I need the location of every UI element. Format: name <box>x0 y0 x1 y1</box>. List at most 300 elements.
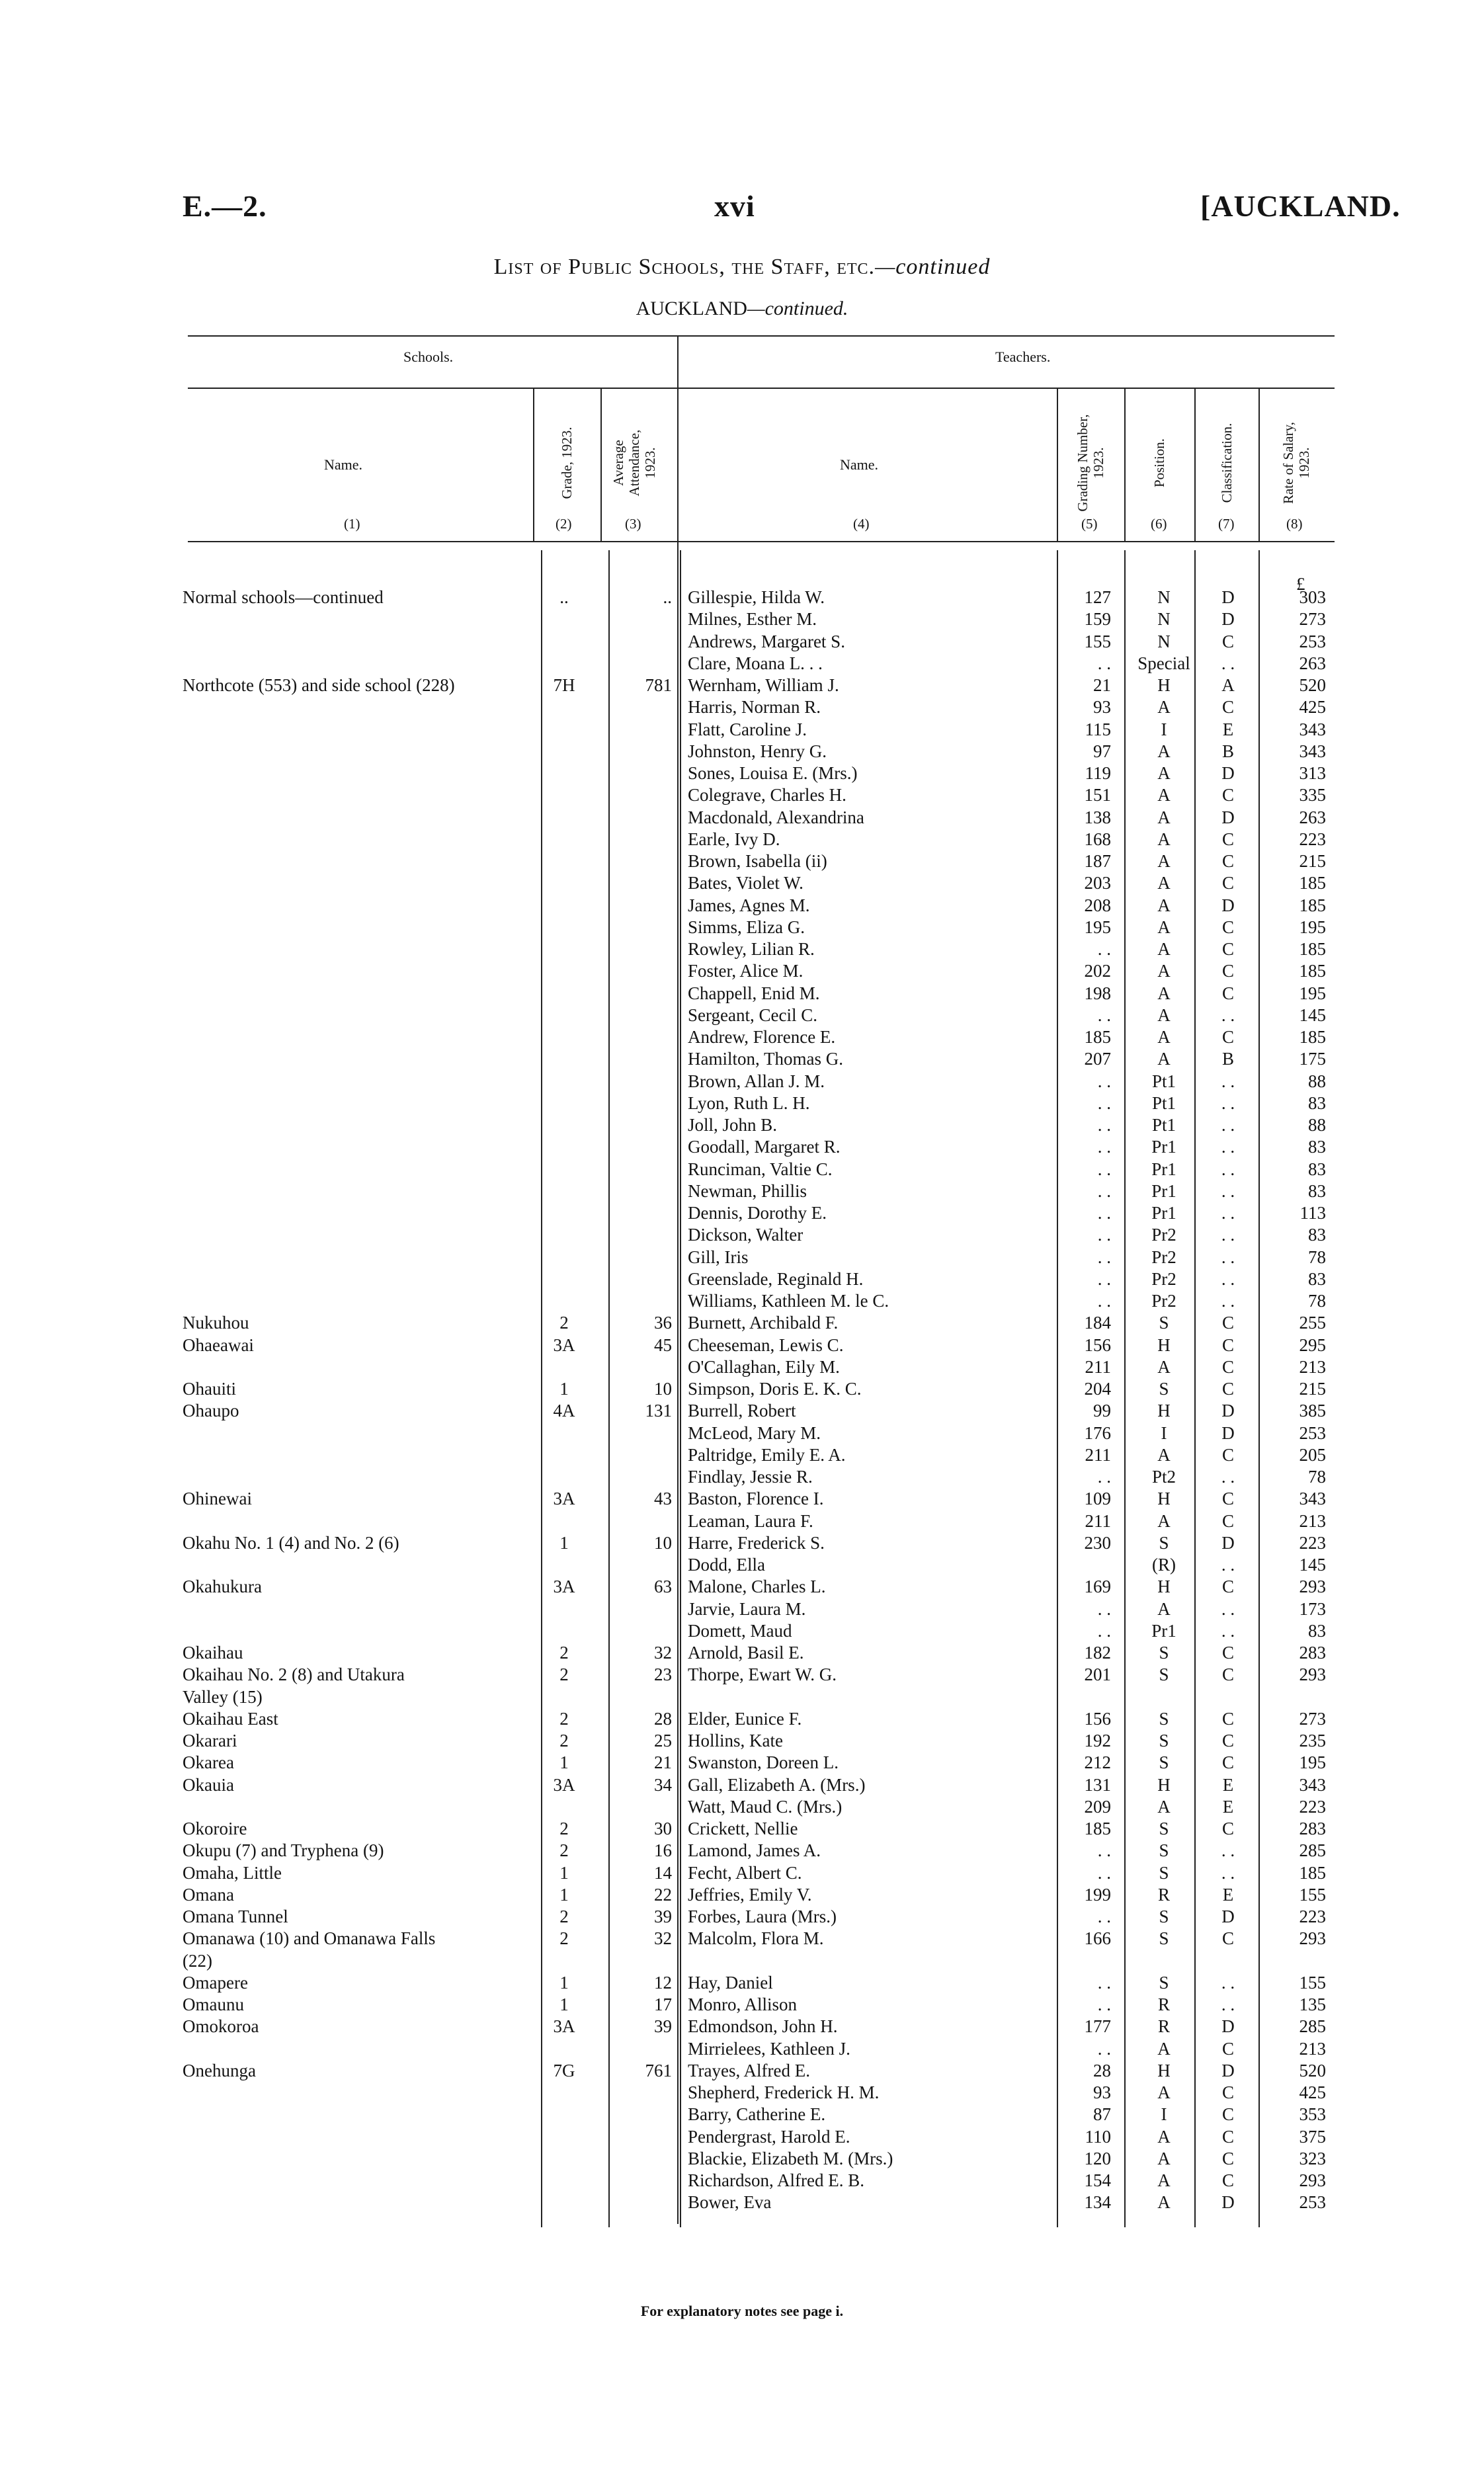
attendance-cell: 23 <box>654 1665 672 1685</box>
attendance-cell: 30 <box>654 1819 672 1838</box>
teacher-name-cell: Richardson, Alfred E. B. <box>688 2170 864 2190</box>
teacher-name-cell: Greenslade, Reginald H. <box>688 1268 864 1289</box>
position-cell: S <box>1159 1752 1169 1773</box>
classification-cell: C <box>1221 2170 1234 2190</box>
position-cell: Pr2 <box>1151 1268 1176 1289</box>
position-cell: Pt1 <box>1151 1092 1176 1113</box>
school-cell: Okarea <box>183 1752 234 1773</box>
teacher-name-cell: Andrews, Margaret S. <box>688 631 845 651</box>
classification-cell: C <box>1221 2126 1234 2147</box>
table-row <box>0 762 1484 784</box>
grading-cell: 127 <box>1084 587 1111 607</box>
grading-cell: 203 <box>1084 873 1111 893</box>
grading-cell: 134 <box>1084 2192 1111 2213</box>
position-cell: H <box>1157 1774 1171 1795</box>
salary-cell: 78 <box>1308 1467 1326 1487</box>
classification-cell: D <box>1221 2060 1235 2080</box>
salary-cell: 313 <box>1299 763 1326 783</box>
school-cell: Onehunga <box>183 2060 256 2080</box>
teacher-name-cell: Domett, Maud <box>688 1620 792 1641</box>
grade-cell: 3A <box>553 2016 575 2037</box>
teacher-name-cell: Bates, Violet W. <box>688 873 804 893</box>
teacher-name-cell: Findlay, Jessie R. <box>688 1467 813 1487</box>
classification-cell: C <box>1221 1819 1234 1838</box>
rule-header <box>188 541 1335 542</box>
table-row <box>0 1906 1484 1928</box>
classification-cell: . . <box>1221 1972 1235 1993</box>
grading-cell: . . <box>1097 1840 1111 1861</box>
salary-cell: 88 <box>1308 1115 1326 1135</box>
teacher-name-cell: Sones, Louisa E. (Mrs.) <box>688 763 858 783</box>
teacher-name-cell: Johnston, Henry G. <box>688 741 827 761</box>
classification-cell: . . <box>1221 1862 1235 1883</box>
table-row <box>0 1862 1484 1884</box>
classification-cell: C <box>1221 2148 1234 2168</box>
attendance-cell: 39 <box>654 1907 672 1926</box>
classification-cell: C <box>1221 983 1234 1003</box>
table-row <box>0 1048 1484 1070</box>
grading-cell: . . <box>1097 1907 1111 1926</box>
table-row <box>0 1114 1484 1136</box>
classification-cell: . . <box>1221 1598 1235 1619</box>
grading-cell: 198 <box>1084 983 1111 1003</box>
table-row <box>0 1488 1484 1510</box>
classification-cell: C <box>1221 1027 1234 1047</box>
teacher-name-cell: Flatt, Caroline J. <box>688 719 807 739</box>
teacher-name-cell: Mirrielees, Kathleen J. <box>688 2038 850 2059</box>
classification-cell: . . <box>1221 1180 1235 1201</box>
teacher-name-cell: Runciman, Valtie C. <box>688 1159 833 1179</box>
grading-cell: . . <box>1097 1620 1111 1641</box>
attendance-cell: 45 <box>654 1335 672 1355</box>
position-cell: A <box>1157 2082 1171 2102</box>
classification-cell: D <box>1221 609 1235 630</box>
position-cell: S <box>1159 1532 1169 1553</box>
classification-cell: . . <box>1221 1247 1235 1267</box>
grading-cell: 109 <box>1084 1489 1111 1509</box>
attendance-cell: 10 <box>654 1532 672 1553</box>
position-cell: Pt2 <box>1151 1467 1176 1487</box>
position-cell: A <box>1157 1598 1171 1619</box>
position-cell: A <box>1157 829 1171 849</box>
salary-cell: 283 <box>1299 1643 1326 1663</box>
table-row <box>0 2170 1484 2192</box>
position-cell: A <box>1157 763 1171 783</box>
salary-cell: 215 <box>1299 851 1326 871</box>
salary-cell: 293 <box>1299 1928 1326 1949</box>
school-cell: Omapere <box>183 1972 248 1993</box>
teacher-name-cell: Arnold, Basil E. <box>688 1643 804 1663</box>
table-row <box>0 1664 1484 1686</box>
position-cell: N <box>1157 587 1171 607</box>
table-row <box>0 1312 1484 1334</box>
position-cell: A <box>1157 939 1171 959</box>
classification-cell: C <box>1221 851 1234 871</box>
classification-cell: C <box>1221 1752 1234 1773</box>
position-cell: S <box>1159 1731 1169 1750</box>
classification-cell: . . <box>1221 1137 1235 1157</box>
attendance-cell: 34 <box>654 1774 672 1795</box>
teacher-name-cell: Brown, Allan J. M. <box>688 1071 825 1091</box>
position-cell: I <box>1161 1422 1167 1443</box>
school-cell: Valley (15) <box>183 1686 263 1707</box>
page-number: xvi <box>714 189 755 223</box>
position-cell: S <box>1159 1862 1169 1883</box>
page-subtitle <box>0 298 1484 320</box>
classification-cell: D <box>1221 587 1235 607</box>
attendance-cell: 36 <box>654 1313 672 1333</box>
page-subtitle-text: AUCKLAND <box>636 298 747 319</box>
position-cell: I <box>1161 2104 1167 2125</box>
teacher-name-cell: Brown, Isabella (ii) <box>688 851 827 871</box>
position-cell: Pr2 <box>1151 1291 1176 1311</box>
position-cell: S <box>1159 1972 1169 1993</box>
classification-cell: D <box>1221 2192 1235 2213</box>
position-cell: S <box>1159 1313 1169 1333</box>
attendance-cell: 22 <box>654 1884 672 1905</box>
teacher-name-cell: Burnett, Archibald F. <box>688 1313 839 1333</box>
rule-col6 <box>1124 389 1126 542</box>
table-row <box>0 1444 1484 1466</box>
classification-cell: C <box>1221 829 1234 849</box>
teacher-name-cell: Burrell, Robert <box>688 1401 796 1421</box>
table-row <box>0 2104 1484 2125</box>
attendance-cell: 21 <box>654 1752 672 1773</box>
grading-cell: . . <box>1097 1159 1111 1179</box>
grade-cell: 2 <box>559 1708 569 1729</box>
classification-cell: . . <box>1221 1620 1235 1641</box>
header-school-name: Name. <box>324 456 363 473</box>
position-cell: A <box>1157 1005 1171 1025</box>
position-cell: A <box>1157 1027 1171 1047</box>
grading-cell: . . <box>1097 1203 1111 1223</box>
grading-cell: . . <box>1097 1115 1111 1135</box>
teacher-name-cell: Fecht, Albert C. <box>688 1862 802 1883</box>
classification-cell: B <box>1221 741 1234 761</box>
salary-cell: 185 <box>1299 873 1326 893</box>
salary-cell: 425 <box>1299 2082 1326 2102</box>
position-cell: H <box>1157 1577 1171 1597</box>
salary-cell: 78 <box>1308 1291 1326 1311</box>
header-grading: Grading Number, 1923. <box>1075 414 1106 512</box>
grade-cell: 4A <box>553 1401 575 1421</box>
table-row <box>0 2148 1484 2170</box>
school-cell: Nukuhou <box>183 1313 249 1333</box>
classification-cell: C <box>1221 1379 1234 1399</box>
grading-cell: 201 <box>1084 1665 1111 1685</box>
salary-cell: 83 <box>1308 1620 1326 1641</box>
position-cell: (R) <box>1152 1555 1176 1575</box>
salary-cell: 83 <box>1308 1225 1326 1245</box>
classification-cell: . . <box>1221 1203 1235 1223</box>
position-cell: A <box>1157 983 1171 1003</box>
position-cell: H <box>1157 2060 1171 2080</box>
grade-cell: 1 <box>559 1884 569 1905</box>
grade-cell: 1 <box>559 1972 569 1993</box>
position-cell: S <box>1159 1379 1169 1399</box>
table-row <box>0 2082 1484 2104</box>
position-cell: Pt1 <box>1151 1071 1176 1091</box>
attendance-cell: 28 <box>654 1708 672 1729</box>
table-row <box>0 1554 1484 1576</box>
salary-cell: 173 <box>1299 1598 1326 1619</box>
teacher-name-cell: Leaman, Laura F. <box>688 1510 813 1531</box>
salary-cell: 83 <box>1308 1137 1326 1157</box>
classification-cell: C <box>1221 1577 1234 1597</box>
position-cell: A <box>1157 2038 1171 2059</box>
teacher-name-cell: Earle, Ivy D. <box>688 829 780 849</box>
teacher-name-cell: Newman, Phillis <box>688 1180 807 1201</box>
grade-cell: 7G <box>553 2060 575 2080</box>
page-title <box>0 255 1484 280</box>
table-row <box>0 1378 1484 1400</box>
school-cell: Northcote (553) and side school (228) <box>183 675 455 695</box>
salary-cell: 293 <box>1299 1577 1326 1597</box>
grading-cell: . . <box>1097 1092 1111 1113</box>
classification-cell: E <box>1222 1884 1234 1905</box>
table-row <box>0 1796 1484 1818</box>
school-cell: Okaihau <box>183 1643 243 1663</box>
position-cell: A <box>1157 961 1171 981</box>
salary-cell: 520 <box>1299 2060 1326 2080</box>
salary-cell: 293 <box>1299 1665 1326 1685</box>
header-classification: Classification. <box>1219 423 1235 503</box>
grade-cell: 3A <box>553 1774 575 1795</box>
grading-cell: 138 <box>1084 807 1111 827</box>
grading-cell: 21 <box>1093 675 1111 695</box>
classification-cell: . . <box>1221 1467 1235 1487</box>
teacher-name-cell: Gill, Iris <box>688 1247 749 1267</box>
table-row <box>0 1818 1484 1840</box>
school-cell: Okahukura <box>183 1577 262 1597</box>
position-cell: A <box>1157 873 1171 893</box>
teacher-name-cell: Hamilton, Thomas G. <box>688 1049 843 1069</box>
table-row <box>0 1136 1484 1158</box>
position-cell: S <box>1159 1928 1169 1949</box>
classification-cell: . . <box>1221 1225 1235 1245</box>
teacher-name-cell: Swanston, Doreen L. <box>688 1752 839 1773</box>
grading-cell: 97 <box>1093 741 1111 761</box>
table-row <box>0 719 1484 741</box>
teacher-name-cell: Forbes, Laura (Mrs.) <box>688 1907 837 1926</box>
classification-cell: E <box>1222 1774 1234 1795</box>
classification-cell: C <box>1221 1356 1234 1377</box>
teacher-name-cell: Bower, Eva <box>688 2192 772 2213</box>
grading-cell: 115 <box>1085 719 1111 739</box>
teacher-name-cell: Gall, Elizabeth A. (Mrs.) <box>688 1774 866 1795</box>
classification-cell: C <box>1221 1928 1234 1949</box>
table-row <box>0 1466 1484 1488</box>
classification-cell: . . <box>1221 1159 1235 1179</box>
rule-col8 <box>1258 389 1260 542</box>
grade-cell: 1 <box>559 1995 569 2014</box>
salary-cell: 343 <box>1299 1489 1326 1509</box>
teacher-name-cell: James, Agnes M. <box>688 895 810 915</box>
attendance-cell: 781 <box>645 675 672 695</box>
classification-cell: C <box>1221 1643 1234 1663</box>
table-row <box>0 1159 1484 1180</box>
classification-cell: C <box>1221 697 1234 718</box>
attendance-cell: 25 <box>654 1731 672 1750</box>
grading-cell: 110 <box>1085 2126 1111 2147</box>
table-row <box>0 1092 1484 1114</box>
salary-cell: 185 <box>1299 1862 1326 1883</box>
position-cell: H <box>1157 675 1171 695</box>
classification-cell: C <box>1221 873 1234 893</box>
salary-cell: 285 <box>1299 1840 1326 1861</box>
table-row <box>0 1180 1484 1202</box>
classification-cell: C <box>1221 1510 1234 1531</box>
table-row <box>0 895 1484 917</box>
rule-top <box>188 335 1335 337</box>
rule-col7 <box>1194 389 1196 542</box>
salary-cell: 113 <box>1299 1203 1326 1223</box>
grade-cell: 2 <box>559 1928 569 1949</box>
position-cell: Pr2 <box>1151 1247 1176 1267</box>
table-row <box>0 784 1484 806</box>
document-reference: E.—2. <box>183 189 267 223</box>
teacher-name-cell: Simms, Eliza G. <box>688 917 805 937</box>
classification-cell: D <box>1221 1422 1235 1443</box>
teacher-name-cell: Harris, Norman R. <box>688 697 821 718</box>
classification-cell: . . <box>1221 1115 1235 1135</box>
grade-cell: 1 <box>559 1532 569 1553</box>
school-cell: Omaha, Little <box>183 1862 282 1883</box>
teacher-name-cell: Harre, Frederick S. <box>688 1532 825 1553</box>
grading-cell: . . <box>1097 1137 1111 1157</box>
currency-symbol: £ <box>1296 574 1305 594</box>
table-row <box>0 696 1484 718</box>
table-row <box>0 1950 1484 1972</box>
position-cell: R <box>1157 2016 1170 2037</box>
school-cell: Ohaeawai <box>183 1335 254 1355</box>
position-cell: Pr1 <box>1151 1203 1176 1223</box>
position-cell: A <box>1157 785 1171 805</box>
position-cell: A <box>1157 807 1171 827</box>
classification-cell: D <box>1221 1532 1235 1553</box>
position-cell: S <box>1159 1643 1169 1663</box>
teacher-name-cell: Monro, Allison <box>688 1995 798 2014</box>
column-number: (3) <box>625 516 641 532</box>
teacher-name-cell: Hay, Daniel <box>688 1972 773 1993</box>
grading-cell: . . <box>1097 1291 1111 1311</box>
table-row <box>0 653 1484 675</box>
teacher-name-cell: Chappell, Enid M. <box>688 983 820 1003</box>
teacher-name-cell: Clare, Moana L. . . <box>688 653 823 673</box>
table-row <box>0 938 1484 960</box>
salary-cell: 285 <box>1299 2016 1326 2037</box>
classification-cell: C <box>1221 939 1234 959</box>
classification-cell: . . <box>1221 1005 1235 1025</box>
salary-cell: 185 <box>1299 895 1326 915</box>
position-cell: A <box>1157 2192 1171 2213</box>
salary-cell: 185 <box>1299 939 1326 959</box>
salary-cell: 83 <box>1308 1268 1326 1289</box>
teacher-name-cell: Macdonald, Alexandrina <box>688 807 864 827</box>
table-row <box>0 1752 1484 1774</box>
classification-cell: C <box>1221 2038 1234 2059</box>
header-teacher-name: Name. <box>840 456 879 473</box>
grade-cell: 7H <box>553 675 575 695</box>
table-row <box>0 1510 1484 1532</box>
grading-cell: 119 <box>1085 763 1111 783</box>
position-cell: Pr1 <box>1151 1620 1176 1641</box>
salary-cell: 223 <box>1299 1532 1326 1553</box>
salary-cell: 145 <box>1299 1555 1326 1575</box>
salary-cell: 223 <box>1299 1796 1326 1817</box>
table-row <box>0 829 1484 850</box>
classification-cell: C <box>1221 1731 1234 1750</box>
attendance-cell: 10 <box>654 1379 672 1399</box>
grading-cell: 208 <box>1084 895 1111 915</box>
teacher-name-cell: Watt, Maud C. (Mrs.) <box>688 1796 843 1817</box>
grade-cell: 2 <box>559 1907 569 1926</box>
page-title-suffix: —continued <box>875 255 991 279</box>
teacher-name-cell: Jeffries, Emily V. <box>688 1884 812 1905</box>
table-row <box>0 960 1484 982</box>
grading-cell: 202 <box>1084 961 1111 981</box>
classification-cell: C <box>1221 1665 1234 1685</box>
table-row <box>0 2038 1484 2060</box>
teacher-name-cell: Colegrave, Charles H. <box>688 785 846 805</box>
school-cell: Omokoroa <box>183 2016 259 2037</box>
classification-cell: . . <box>1221 1995 1235 2014</box>
table-row <box>0 1730 1484 1752</box>
grade-cell: 1 <box>559 1862 569 1883</box>
salary-cell: 88 <box>1308 1071 1326 1091</box>
salary-cell: 343 <box>1299 719 1326 739</box>
salary-cell: 175 <box>1299 1049 1326 1069</box>
position-cell: N <box>1157 631 1171 651</box>
position-cell: Special <box>1137 653 1190 673</box>
grade-cell: 2 <box>559 1665 569 1685</box>
grading-cell: 99 <box>1093 1401 1111 1421</box>
school-cell: (22) <box>183 1950 212 1971</box>
table-row <box>0 1268 1484 1290</box>
table-row <box>0 1202 1484 1224</box>
salary-cell: 223 <box>1299 1907 1326 1926</box>
school-cell: Ohauiti <box>183 1379 236 1399</box>
grading-cell: 177 <box>1084 2016 1111 2037</box>
salary-cell: 205 <box>1299 1444 1326 1465</box>
table-row <box>0 807 1484 829</box>
attendance-cell: 32 <box>654 1928 672 1949</box>
column-number: (8) <box>1286 516 1303 532</box>
grading-cell: 168 <box>1084 829 1111 849</box>
grade-cell: 2 <box>559 1643 569 1663</box>
school-cell: Okarari <box>183 1731 237 1750</box>
header-attendance: Average Attendance, 1923. <box>610 429 658 497</box>
grading-cell: 156 <box>1084 1708 1111 1729</box>
table-row <box>0 2060 1484 2082</box>
salary-cell: 385 <box>1299 1401 1326 1421</box>
position-cell: N <box>1157 609 1171 630</box>
grading-cell: 159 <box>1084 609 1111 630</box>
salary-cell: 273 <box>1299 609 1326 630</box>
classification-cell: D <box>1221 2016 1235 2037</box>
grading-cell: 176 <box>1084 1422 1111 1443</box>
grading-cell: 192 <box>1084 1731 1111 1750</box>
salary-cell: 353 <box>1299 2104 1326 2125</box>
salary-cell: 375 <box>1299 2126 1326 2147</box>
position-cell: S <box>1159 1708 1169 1729</box>
salary-cell: 335 <box>1299 785 1326 805</box>
table-row <box>0 1928 1484 1950</box>
grading-cell: . . <box>1097 1598 1111 1619</box>
classification-cell: C <box>1221 2104 1234 2125</box>
grading-cell: 131 <box>1084 1774 1111 1795</box>
grade-cell: 1 <box>559 1752 569 1773</box>
